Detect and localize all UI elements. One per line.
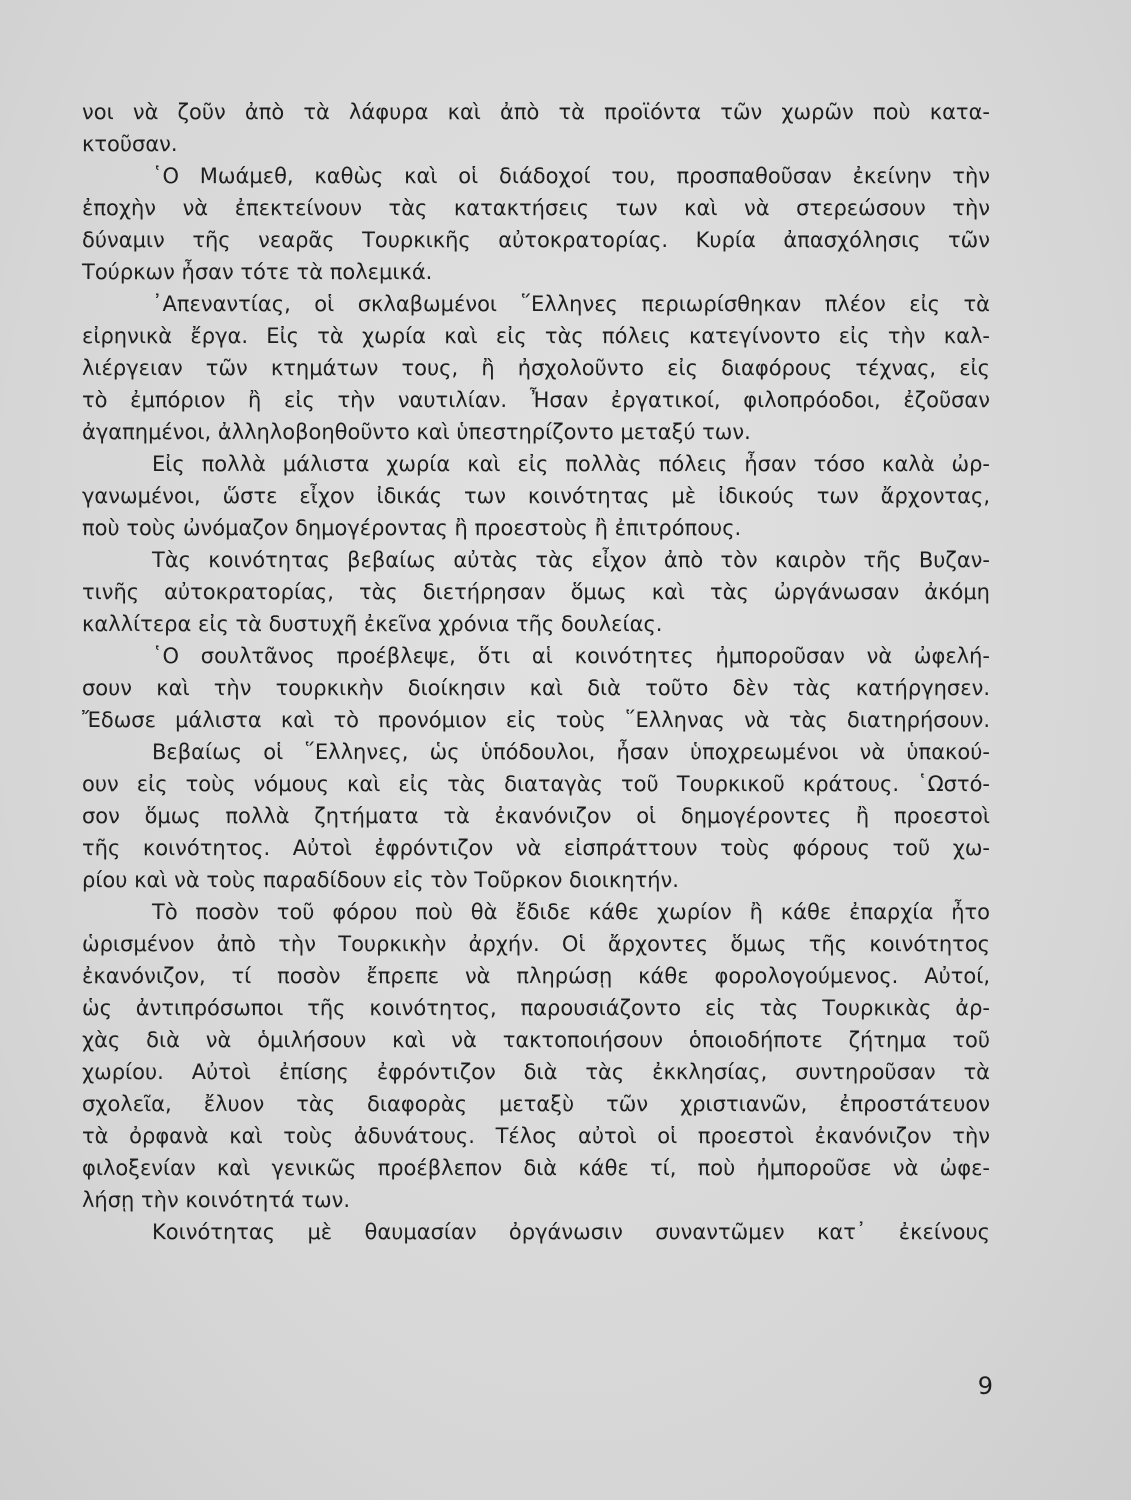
text-line: ἐποχὴν νὰ ἐπεκτείνουν τὰς κατακτήσεις των καὶ νὰ στερεώσουν τὴν [82,196,990,220]
text-line: ποὺ τοὺς ὠνόμαζον δημογέροντας ἢ προεστοὺς ἢ ἐπιτρόπους. [82,516,742,540]
text-line: γανωμένοι, ὥστε εἶχον ἰδικάς των κοινότητας μὲ ἰδικούς των ἄρχοντας, [82,484,990,508]
page-number: 9 [977,1372,993,1400]
text-line: κτοῦσαν. [82,132,178,156]
text-line: σχολεῖα, ἔλυον τὰς διαφορὰς μεταξὺ τῶν χριστιανῶν, ἐπροστάτευον [82,1092,990,1116]
text-line: λήσῃ τὴν κοινότητά των. [82,1188,351,1212]
text-line: ὡς ἀντιπρόσωποι τῆς κοινότητος, παρουσιάζοντο εἰς τὰς Τουρκικὰς ἀρ- [82,996,990,1020]
text-line: καλλίτερα εἰς τὰ δυστυχῆ ἐκεῖνα χρόνια τῆς δουλείας. [82,612,663,636]
text-line: εἰρηνικὰ ἔργα. Εἰς τὰ χωρία καὶ εἰς τὰς πόλεις κατεγίνοντο εἰς τὴν καλ- [82,324,990,348]
text-line: σουν καὶ τὴν τουρκικὴν διοίκησιν καὶ διὰ τοῦτο δὲν τὰς κατήργησεν. [82,676,990,700]
text-line: ὡρισμένον ἀπὸ τὴν Τουρκικὴν ἀρχήν. Οἱ ἄρχοντες ὅμως τῆς κοινότητος [82,932,990,956]
text-line: χὰς διὰ νὰ ὁμιλήσουν καὶ νὰ τακτοποιήσουν ὁποιοδήποτε ζήτημα τοῦ [82,1028,990,1052]
text-line: ρίου καὶ νὰ τοὺς παραδίδουν εἰς τὸν Τοῦρκον διοικητήν. [82,868,679,892]
text-line: ῾Ο Μωάμεθ, καθὼς καὶ οἱ διάδοχοί του, προσπαθοῦσαν ἐκείνην τὴν [152,164,990,188]
text-line: Τὸ ποσὸν τοῦ φόρου ποὺ θὰ ἔδιδε κάθε χωρίον ἢ κάθε ἐπαρχία ἦτο [152,900,990,924]
text-line: Βεβαίως οἱ ῞Ελληνες, ὡς ὑπόδουλοι, ἦσαν ὑποχρεωμένοι νὰ ὑπακού- [152,740,990,764]
text-line: ᾿Απεναντίας, οἱ σκλαβωμένοι ῞Ελληνες περιωρίσθηκαν πλέον εἰς τὰ [152,292,990,316]
text-line: λιέργειαν τῶν κτημάτων τους, ἢ ἠσχολοῦντο εἰς διαφόρους τέχνας, εἰς [82,356,990,380]
text-line: Ἔδωσε μάλιστα καὶ τὸ προνόμιον εἰς τοὺς ῞Ελληνας νὰ τὰς διατηρήσουν. [82,708,990,732]
text-line: ῾Ο σουλτᾶνος προέβλεψε, ὅτι αἱ κοινότητες ἠμποροῦσαν νὰ ὠφελή- [152,644,990,668]
text-line: τινῆς αὐτοκρατορίας, τὰς διετήρησαν ὅμως καὶ τὰς ὠργάνωσαν ἀκόμη [82,580,990,604]
text-line: νοι νὰ ζοῦν ἀπὸ τὰ λάφυρα καὶ ἀπὸ τὰ προϊόντα τῶν χωρῶν ποὺ κατα- [82,100,990,124]
text-line: χωρίου. Αὐτοὶ ἐπίσης ἐφρόντιζον διὰ τὰς ἐκκλησίας, συντηροῦσαν τὰ [82,1060,990,1084]
body-text [82,96,990,1248]
text-line: σον ὅμως πολλὰ ζητήματα τὰ ἐκανόνιζον οἱ δημογέροντες ἢ προεστοὶ [82,804,990,828]
text-line: Εἰς πολλὰ μάλιστα χωρία καὶ εἰς πολλὰς πόλεις ἦσαν τόσο καλὰ ὠρ- [152,452,990,476]
text-line: ἐκανόνιζον, τί ποσὸν ἔπρεπε νὰ πληρώσῃ κάθε φορολογούμενος. Αὐτοί, [82,964,990,988]
text-line: Τούρκων ἦσαν τότε τὰ πολεμικά. [82,260,433,284]
text-line: Κοινότητας μὲ θαυμασίαν ὀργάνωσιν συναντῶμεν κατ᾿ ἐκείνους [152,1220,990,1244]
text-line: τῆς κοινότητος. Αὐτοὶ ἐφρόντιζον νὰ εἰσπράττουν τοὺς φόρους τοῦ χω- [82,836,990,860]
text-line: δύναμιν τῆς νεαρᾶς Τουρκικῆς αὐτοκρατορίας. Κυρία ἀπασχόλησις τῶν [82,228,990,252]
text-line: τὸ ἐμπόριον ἢ εἰς τὴν ναυτιλίαν. Ἦσαν ἐργατικοί, φιλοπρόοδοι, ἐζοῦσαν [82,388,990,412]
text-line: τὰ ὀρφανὰ καὶ τοὺς ἀδυνάτους. Τέλος αὐτοὶ οἱ προεστοὶ ἐκανόνιζον τὴν [82,1124,990,1148]
text-line: ἀγαπημένοι, ἀλληλοβοηθοῦντο καὶ ὑπεστηρίζοντο μεταξύ των. [82,420,751,444]
text-line: ουν εἰς τοὺς νόμους καὶ εἰς τὰς διαταγὰς τοῦ Τουρκικοῦ κράτους. ῾Ωστό- [82,772,990,796]
text-line: Τὰς κοινότητας βεβαίως αὐτὰς τὰς εἶχον ἀπὸ τὸν καιρὸν τῆς Βυζαν- [152,548,990,572]
text-line: φιλοξενίαν καὶ γενικῶς προέβλεπον διὰ κάθε τί, ποὺ ἠμποροῦσε νὰ ὠφε- [82,1156,990,1180]
